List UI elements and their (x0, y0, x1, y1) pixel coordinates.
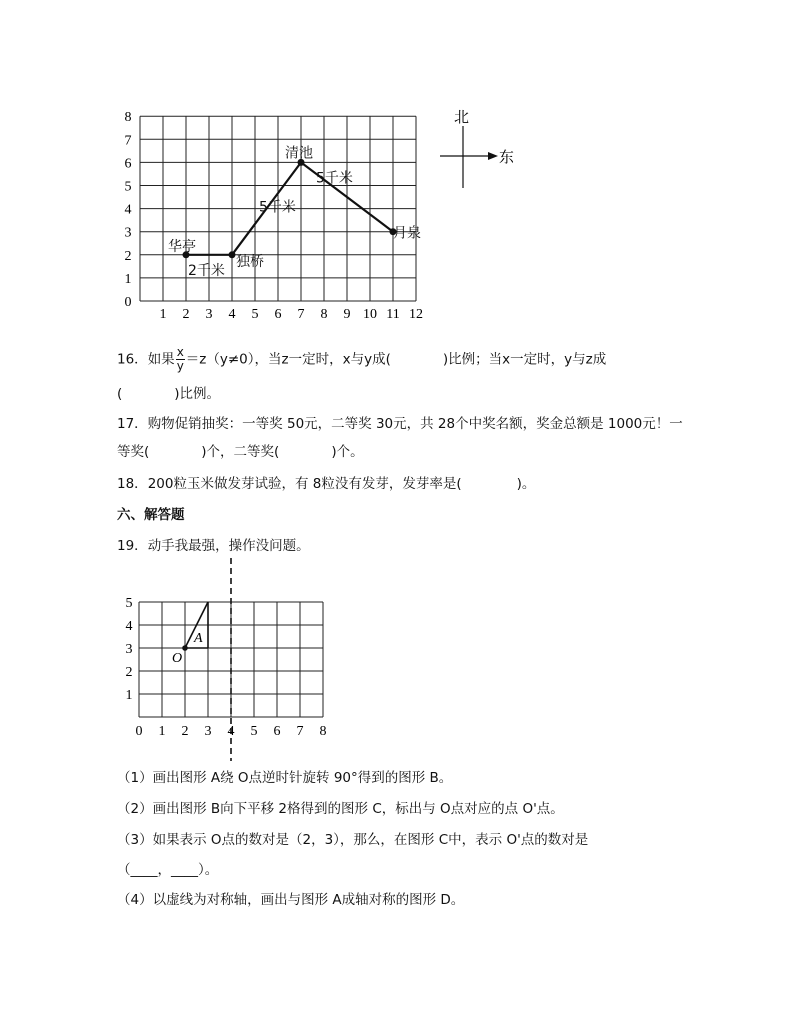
question-16-open: ( (117, 386, 123, 402)
question-19-sub3-line2: （____，____）。 (117, 862, 219, 878)
question-19-sub3: （3）如果表示 O点的数对是（2，3），那么，在图形 C中，表示 O'点的数对是 (117, 832, 589, 848)
question-17-text: 购物促销抽奖：一等奖 50元，二等奖 30元，共 28个中奖名额，奖金总额是 1000元！一 (147, 416, 683, 432)
q19-y-tick-label: 4 (125, 619, 133, 634)
map-y-tick-label: 2 (124, 248, 132, 264)
question-19-title-line (117, 536, 310, 556)
map-grid-chart (110, 105, 440, 325)
map-x-tick-label: 2 (182, 307, 190, 322)
map-y-tick-label: 1 (124, 271, 132, 287)
question-16-mid: ＝z（y≠0），当z一定时，x与y成( (185, 351, 391, 368)
question-16-number: 16． (117, 351, 148, 368)
map-y-tick-label: 6 (124, 156, 132, 172)
compass (430, 108, 530, 193)
question-17-line1 (117, 414, 683, 434)
q19-x-tick-label: 3 (204, 724, 212, 739)
question-19-sub4: （4）以虚线为对称轴，画出与图形 A成轴对称的图形 D。 (117, 892, 465, 908)
map-x-tick-label: 6 (274, 307, 282, 322)
map-y-tick-label: 3 (124, 225, 132, 241)
question-19-number: 19． (117, 538, 148, 554)
question-17-part-b: )个，二等奖( (201, 444, 280, 460)
q19-y-tick-label: 2 (125, 665, 133, 680)
map-x-tick-label: 5 (251, 307, 259, 322)
map-y-tick-label: 4 (124, 202, 132, 218)
question-16-prefix: 如果 (147, 351, 175, 368)
q19-x-tick-label: 4 (227, 724, 235, 739)
q19-x-tick-label: 8 (319, 724, 327, 739)
section-title: 六、解答题 (117, 507, 185, 523)
question-16-line1 (117, 346, 606, 373)
question-19-sub2: （2）画出图形 B向下平移 2格得到的图形 C，标出与 O点对应的点 O'点。 (117, 801, 564, 817)
map-x-tick-label: 9 (343, 307, 351, 322)
question-17-part-a: 等奖( (117, 444, 150, 460)
question-16-close: )比例。 (174, 386, 221, 402)
shape-a-label: A (194, 631, 203, 646)
map-y-tick-label: 5 (124, 179, 132, 195)
point-o-marker (182, 645, 188, 651)
map-x-tick-label: 11 (386, 307, 400, 322)
map-place-point (229, 251, 236, 258)
map-x-tick-label: 7 (297, 307, 305, 322)
map-y-tick-label: 7 (124, 133, 132, 149)
q19-y-tick-label: 3 (125, 642, 133, 657)
compass-north-label: 北 (454, 108, 470, 126)
question-19-sub1: （1）画出图形 A绕 O点逆时针旋转 90°得到的图形 B。 (117, 770, 453, 786)
map-ticks (125, 110, 424, 322)
fraction-numerator: x (176, 345, 184, 359)
map-distance-label: 2千米 (188, 262, 225, 279)
question-16-fraction (176, 346, 185, 373)
question-18-number: 18． (117, 476, 148, 492)
question-17-number: 17． (117, 416, 148, 432)
map-y-tick-label: 8 (124, 110, 132, 126)
map-place-label: 月泉 (393, 225, 421, 242)
question-18 (117, 474, 535, 494)
map-x-tick-label: 8 (320, 307, 328, 322)
map-distance-label: 5千米 (259, 199, 296, 216)
q19-x-tick-label: 7 (296, 724, 304, 739)
q19-x-tick-label: 5 (250, 724, 258, 739)
compass-east-label: 东 (499, 148, 515, 166)
q19-x-tick-label: 0 (135, 724, 143, 739)
map-x-tick-label: 1 (159, 307, 167, 322)
q19-y-tick-label: 5 (125, 596, 133, 611)
question-16-mid2: )比例；当x一定时，y与z成 (442, 351, 607, 368)
question-18-text-a: 200粒玉米做发芽试验，有 8粒没有发芽，发芽率是( (147, 476, 462, 492)
map-x-tick-label: 4 (228, 307, 236, 322)
q19-x-tick-label: 2 (181, 724, 189, 739)
map-labels (168, 145, 421, 278)
map-x-tick-label: 12 (409, 307, 423, 322)
question-16-line2 (117, 384, 220, 404)
map-y-tick-label: 0 (124, 295, 132, 310)
map-x-tick-label: 3 (205, 307, 213, 322)
point-o-label: O (172, 651, 183, 666)
q19-y-tick-label: 1 (125, 688, 133, 703)
q19-ticks (126, 596, 327, 739)
question-19-title: 动手我最强，操作没问题。 (147, 538, 310, 554)
map-x-tick-label: 10 (363, 307, 377, 322)
question-18-text-b: )。 (516, 476, 536, 492)
map-place-label: 清池 (285, 145, 313, 162)
map-place-label: 华亭 (168, 238, 196, 255)
q19-x-tick-label: 6 (273, 724, 281, 739)
question-17-part-c: )个。 (331, 444, 364, 460)
question-17-line2 (117, 442, 364, 462)
q19-x-tick-label: 1 (158, 724, 166, 739)
map-distance-label: 5千米 (316, 170, 353, 187)
map-place-label: 独桥 (236, 253, 264, 270)
compass-east-arrow-icon (488, 152, 498, 160)
q19-shape (172, 602, 208, 666)
fraction-denominator: y (176, 359, 184, 373)
q19-grid-chart (110, 555, 350, 765)
